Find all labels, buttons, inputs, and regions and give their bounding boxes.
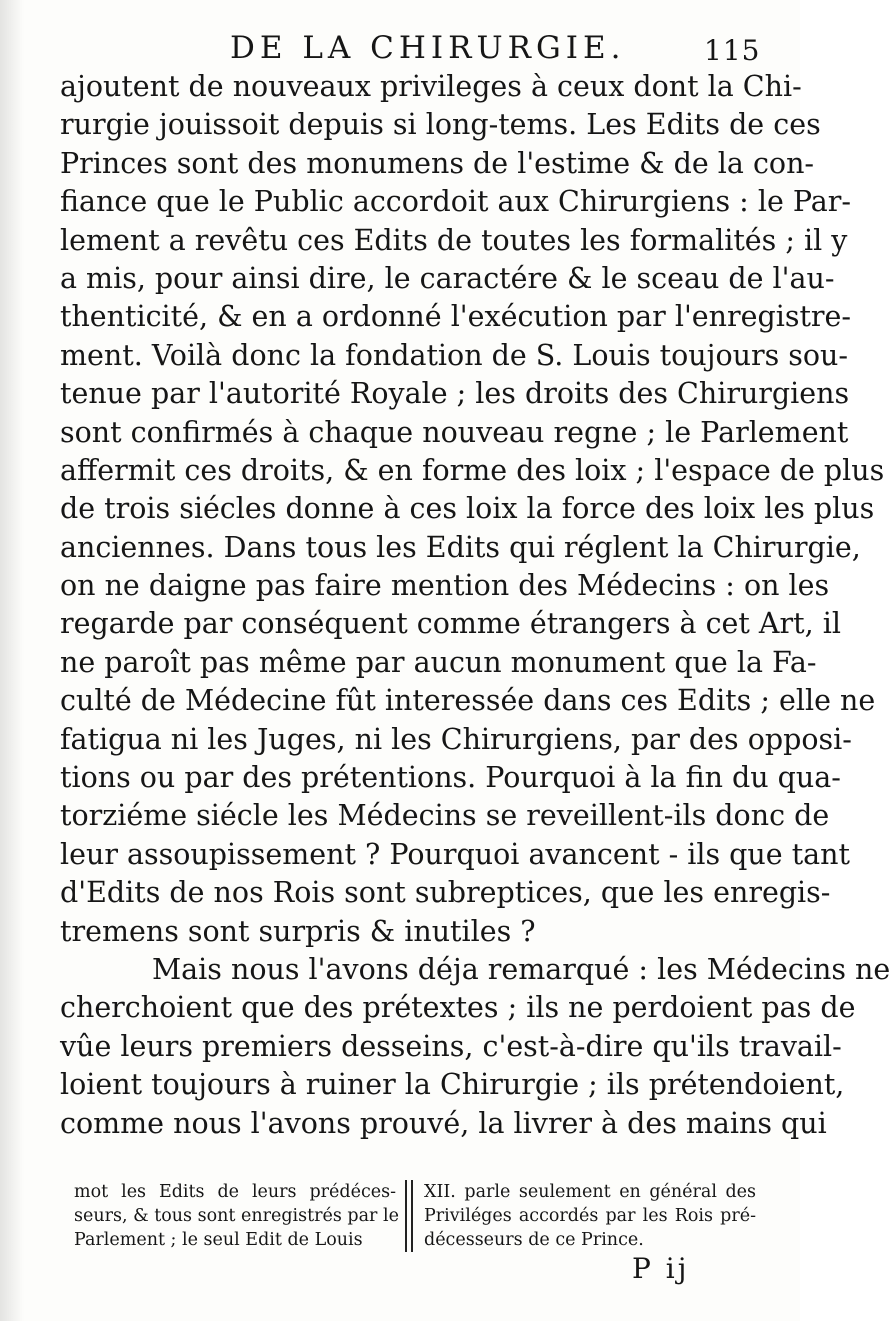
- text-line: Princes sont des monumens de l'estime & de la con-: [60, 146, 815, 180]
- footnote-line: Parlement ; le seul Edit de Louis: [74, 1230, 363, 1250]
- text-line: loient toujours à ruiner la Chirurgie ; ils prétendoient,: [60, 1068, 845, 1102]
- text-line: anciennes. Dans tous les Edits qui réglent la Chirurgie,: [60, 530, 861, 564]
- paragraph-end-line: tremens sont surpris & inutiles ?: [60, 914, 536, 948]
- spine-shadow: [0, 0, 24, 1321]
- footnote-line: Priviléges accordés par les Rois pré-: [424, 1206, 756, 1226]
- text-line: cherchoient que des prétextes ; ils ne perdoient pas de: [60, 991, 856, 1025]
- body-text: [60, 68, 890, 1143]
- footnote-line: seurs, & tous sont enregistrés par le: [74, 1206, 399, 1226]
- text-line: ajoutent de nouveaux privileges à ceux dont la Chi-: [60, 70, 802, 103]
- text-line: lement a revêtu ces Edits de toutes les formalités ; il y: [60, 223, 848, 257]
- text-line: regarde par conséquent comme étrangers à cet Art, il: [60, 607, 841, 641]
- text-line: a mis, pour ainsi dire, le caractére & le sceau de l'au-: [60, 261, 835, 295]
- running-title: DE LA CHIRURGIE.: [230, 30, 626, 66]
- page-header: [0, 28, 800, 68]
- text-line: leur assoupissement ? Pourquoi avancent - ils que tant: [60, 837, 850, 871]
- text-line: rurgie jouissoit depuis si long-tems. Les Edits de ces: [60, 108, 821, 142]
- text-line: fiance que le Public accordoit aux Chirurgiens : le Par-: [60, 185, 852, 219]
- text-line: thenticité, & en a ordonné l'exécution par l'enregistre-: [60, 300, 852, 334]
- footnote-left-column: [74, 1180, 399, 1276]
- footnote-column-divider: [405, 1180, 413, 1252]
- text-line: ne paroît pas même par aucun monument que la Fa-: [60, 645, 817, 679]
- text-line: on ne daigne pas faire mention des Médecins : on les: [60, 569, 830, 603]
- text-line: affermit ces droits, & en forme des loix ; l'espace de plus: [60, 453, 885, 487]
- text-line: vûe leurs premiers desseins, c'est-à-dire qu'ils travail-: [60, 1029, 842, 1063]
- footnote-line: décesseurs de ce Prince.: [424, 1230, 644, 1250]
- text-line: d'Edits de nos Rois sont subreptices, que les enregis-: [60, 876, 831, 910]
- text-line: torziéme siécle les Médecins se reveillent-ils donc de: [60, 799, 830, 833]
- paragraph-start-line: Mais nous l'avons déja remarqué : les Médecins ne: [152, 952, 890, 986]
- text-line: culté de Médecine fût interessée dans ces Edits ; elle ne: [60, 684, 876, 718]
- text-line: tenue par l'autorité Royale ; les droits des Chirurgiens: [60, 377, 850, 411]
- footnote-right-column: [424, 1180, 756, 1276]
- footnote-line: mot les Edits de leurs prédéces-: [74, 1182, 396, 1202]
- text-line: fatigua ni les Juges, ni les Chirurgiens, par des opposi-: [60, 722, 852, 756]
- page-number: 115: [704, 34, 761, 67]
- text-line: ment. Voilà donc la fondation de S. Louis toujours sou-: [60, 338, 849, 372]
- text-line: sont confirmés à chaque nouveau regne ; le Parlement: [60, 415, 849, 449]
- text-line: tions ou par des prétentions. Pourquoi à la fin du qua-: [60, 761, 841, 795]
- footnote-line: XII. parle seulement en général des: [424, 1182, 756, 1202]
- text-line: de trois siécles donne à ces loix la force des loix les plus: [60, 492, 875, 526]
- text-line: comme nous l'avons prouvé, la livrer à des mains qui: [60, 1106, 827, 1140]
- signature-mark: P ij: [632, 1252, 690, 1285]
